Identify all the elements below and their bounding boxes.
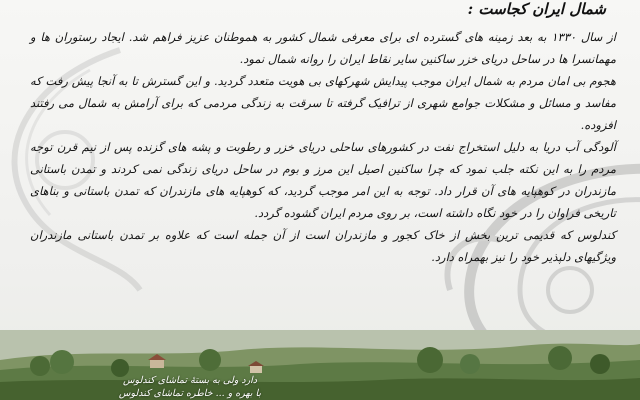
landscape-photo	[0, 330, 640, 400]
photo-caption-line-2: با بهره و ... خاطره تماشای کندلوس	[118, 388, 262, 399]
photo-caption-line-1: دارد ولی به بستهٔ تماشای کندلوس	[122, 375, 258, 386]
document-body	[30, 26, 616, 268]
paragraph-1: از سال ۱۳۳۰ به بعد زمینه های گسترده ای برای معرفی شمال کشور به هموطنان عزیز فراهم شد. ایجاد رستوران ها و مهمانسرا ها در ساحل دریای خزر ساکنین سایر نقاط ایران را روانه شمال نمود.	[30, 30, 616, 66]
paragraph-4: کندلوس که قدیمی ترین بخش از خاک کجور و مازندران است از آن جمله است که علاوه بر تمدن باستانی مازندران ویژگیهای دلپذیر خود را نیز بهمراه دارد.	[30, 228, 616, 264]
paragraph-3: آلودگی آب دریا به دلیل استخراج نفت در کشورهای ساحلی دریای خزر و رطوبت و پشه های گزنده پس از نیم قرن توجه مردم را به این نکته جلب نمود که چرا ساکنین اصیل این مرز و بوم در ساحل دریای زندگی نمی کردند و تمدن باستانی مازندران در کوهپایه های آن قرار داد. توجه به این امر موجب گردید، که کوهپایه های مازندران که تمدن باستانی و بناهای تاریخی فراوان را در خود نگاه داشته است، بر روی مردم ایران گشوده گردد.	[30, 140, 616, 220]
photo-caption	[0, 374, 380, 400]
page-title: شمال ایران کجاست :	[467, 0, 606, 18]
paragraph-2: هجوم بی امان مردم به شمال ایران موجب پیدایش شهرکهای بی هویت متعدد گردید. و این گسترش تا به آنجا پیش رفت که مفاسد و مسائل و مشکلات جوامع شهری از ترافیک گرفته تا سرقت به زندگی مردمی که برای آرامش به شمال می رفتند افزوده.	[30, 74, 616, 132]
